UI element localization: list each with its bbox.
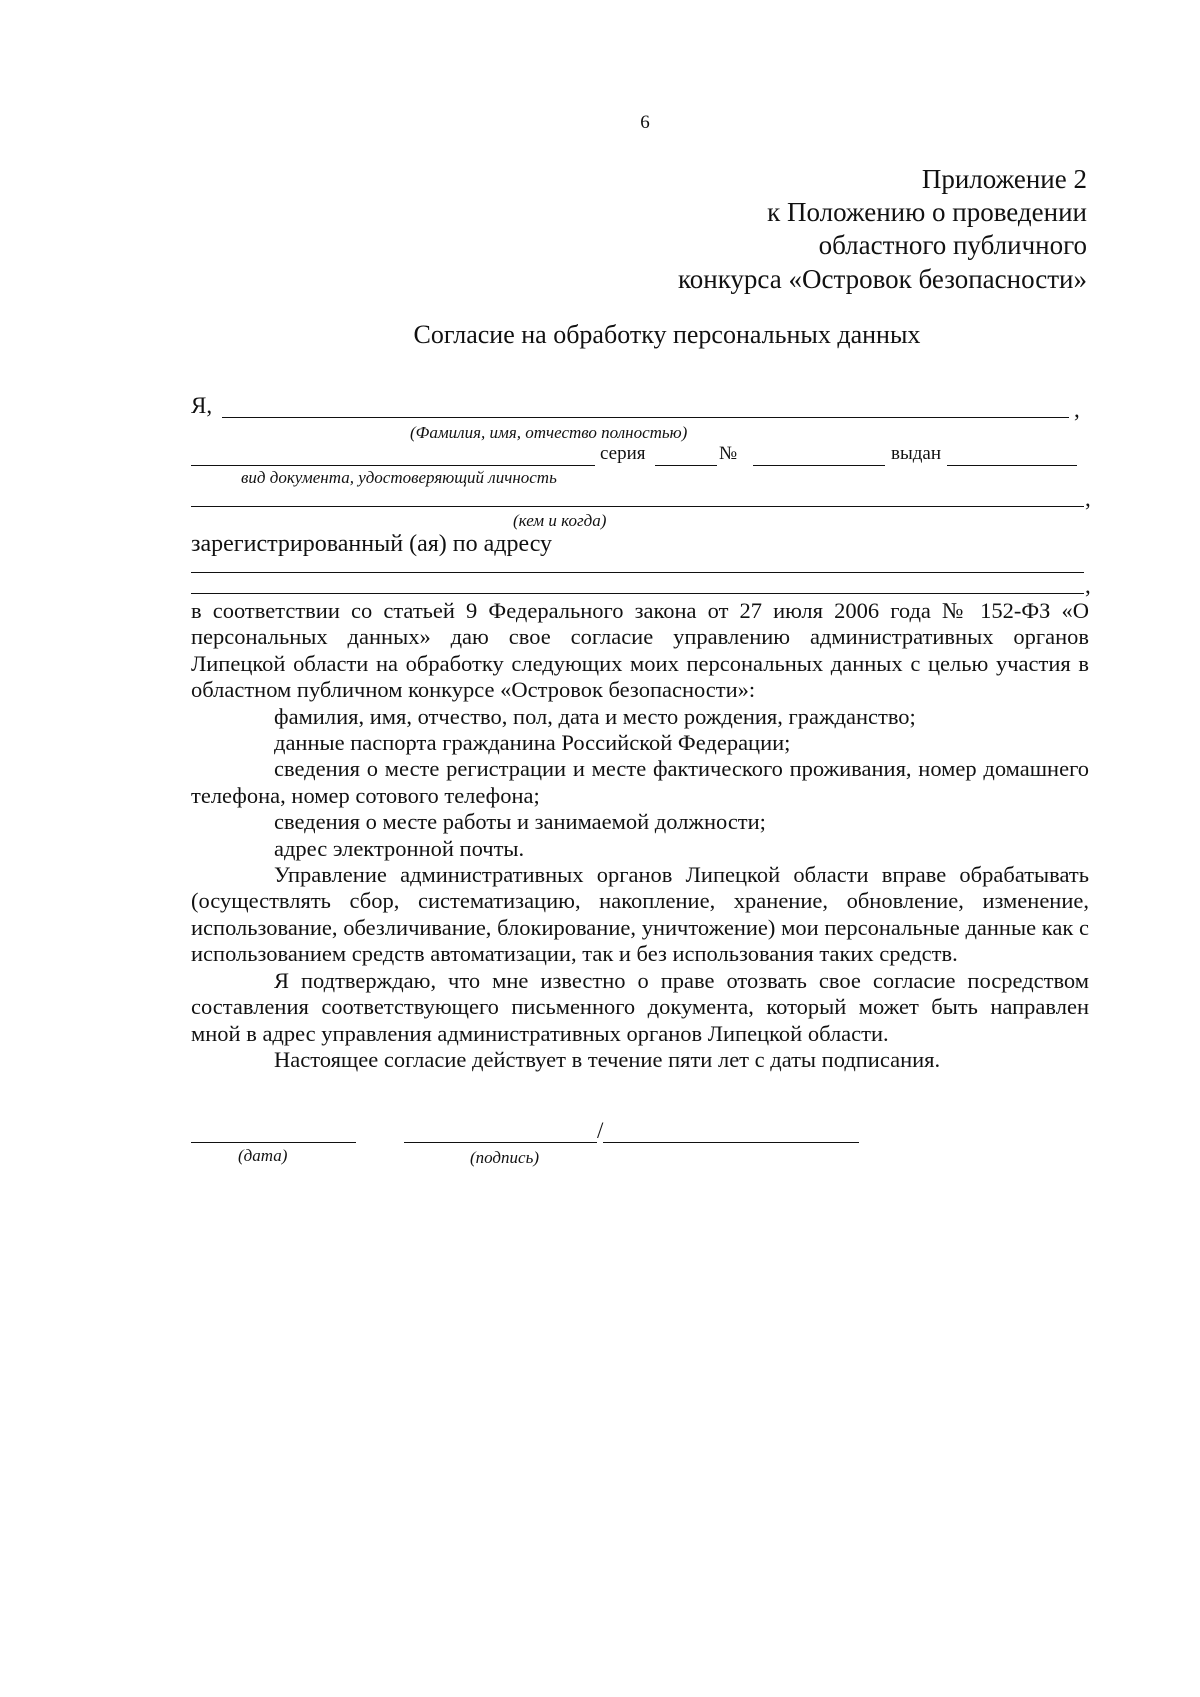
date-field-line[interactable] [191,1142,356,1143]
document-caption: вид документа, удостоверяющий личность [241,468,557,487]
signature-field-line[interactable] [404,1142,597,1143]
seria-field-line[interactable] [655,465,717,466]
issued-by-comma: , [1085,486,1091,511]
number-field-line[interactable] [753,465,885,466]
number-label: № [719,443,738,464]
consent-paragraph-rights: Управление административных органов Липецкой области вправе обрабатывать (осуществлять сбор, систематизацию, накопление, хранение, обновление, изменение, использование, обезличивание, блокирование, уничтожение) мои персональные данные как с использованием средств автоматизации, так и без использования таких средств. [191,862,1089,967]
fio-caption: (Фамилия, имя, отчество полностью) [410,423,688,442]
consent-paragraph-revoke: Я подтверждаю, что мне известно о праве отозвать свое согласие посредством составления соответствующего письменного документа, который может быть направлен мной в адрес управления административных органов Липецкой области. [191,967,1089,1046]
seria-label: серия [600,443,646,464]
vydan-label: выдан [891,443,942,464]
list-item: сведения о месте работы и занимаемой должности; [274,809,766,835]
list-item: адрес электронной почты. [274,835,525,861]
address-field-line-2[interactable] [191,593,1084,594]
appendix-line-3: областного публичного [818,230,1087,260]
fio-field-line[interactable] [222,417,1069,418]
appendix-line-4: конкурса «Островок безопасности» [678,264,1087,294]
vydan-field-line[interactable] [947,465,1077,466]
document-type-field-line[interactable] [191,465,595,466]
consent-paragraph-intro: в соответствии со статьей 9 Федерального закона от 27 июля 2006 года № 152-ФЗ «О персональных данных» даю свое согласие управлению административных органов Липецкой области на обработку следующих моих персональных данных с целью участия в областном публичном конкурсе «Островок безопасности»: [191,598,1089,703]
issued-by-caption: (кем и когда) [513,511,607,530]
issued-by-field-line[interactable] [191,506,1084,507]
page-number: 6 [640,112,650,133]
document-title: Согласие на обработку персональных данных [413,320,921,349]
address-comma: , [1085,573,1091,598]
appendix-line-1: Приложение 2 [921,164,1087,194]
ya-label: Я, [191,393,213,418]
list-item: данные паспорта гражданина Российской Федерации; [274,730,791,756]
list-item: фамилия, имя, отчество, пол, дата и место рождения, гражданство; [274,703,916,729]
signature-caption: (подпись) [470,1148,539,1167]
consent-paragraph-term: Настоящее согласие действует в течение пяти лет с даты подписания. [274,1046,941,1072]
address-field-line-1[interactable] [191,572,1084,573]
fio-comma: , [1074,397,1080,422]
consent-body [191,598,1089,1073]
registered-address-label: зарегистрированный (ая) по адресу [191,531,553,557]
date-caption: (дата) [238,1146,288,1165]
signature-slash: / [597,1118,604,1143]
appendix-line-2: к Положению о проведении [767,197,1087,227]
name-decryption-field-line[interactable] [603,1142,859,1143]
list-item: сведения о месте регистрации и месте фактического проживания, номер домашнего телефона, номер сотового телефона; [191,756,1089,808]
